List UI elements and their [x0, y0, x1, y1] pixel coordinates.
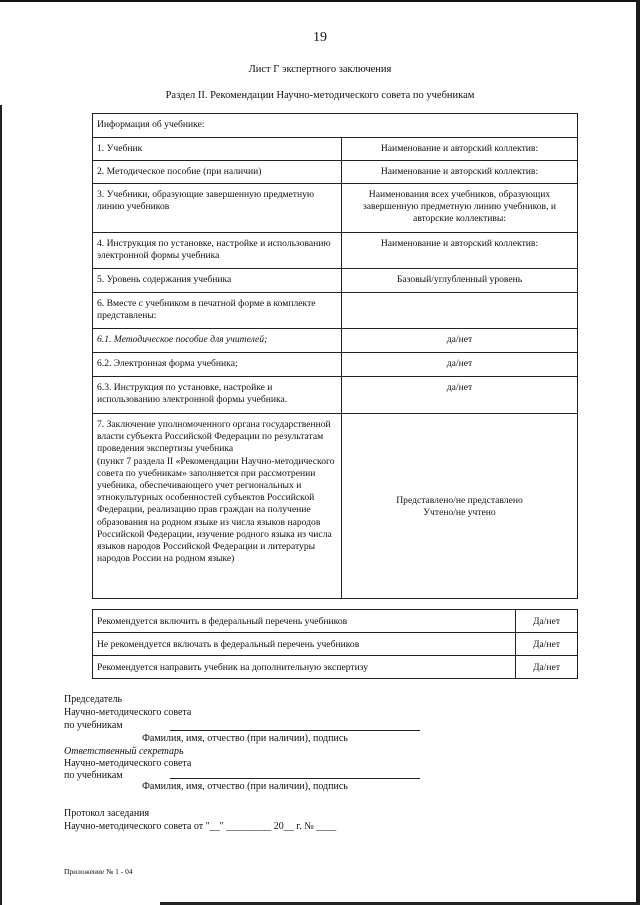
table-row [93, 293, 578, 329]
appendix-note: Приложение № 1 - 04 [64, 867, 133, 876]
chair-council: Научно-методического совета [64, 707, 192, 718]
secretary-council: Научно-методического совета [64, 758, 192, 769]
row-value: Базовый/углубленный уровень [342, 269, 578, 293]
table-row [93, 138, 578, 161]
recommendation-row [93, 633, 578, 656]
row-value: Наименование и авторский коллектив: [342, 233, 578, 269]
section-title: Раздел II. Рекомендации Научно-методического совета по учебникам [165, 90, 475, 101]
table-row [93, 353, 578, 377]
secretary-textbooks: по учебникам [64, 770, 123, 781]
protocol-details: Научно-методического совета от "__" _________ 20__ г. № ____ [64, 821, 337, 832]
row-value-line2: Учтено/не учтено [423, 507, 496, 518]
recommendation-value: Да/нет [516, 610, 578, 633]
row-value: Наименование и авторский коллектив: [342, 161, 578, 184]
chair-signature-caption: Фамилия, имя, отчество (при наличии), подпись [142, 733, 348, 744]
row-label: 5. Уровень содержания учебника [93, 269, 342, 293]
secretary-signature-caption: Фамилия, имя, отчество (при наличии), подпись [142, 781, 348, 792]
recommendation-label: Рекомендуется включить в федеральный перечень учебников [93, 610, 516, 633]
row-value [342, 293, 578, 329]
recommendation-value: Да/нет [516, 633, 578, 656]
row-value-line1: Представлено/не представлено [396, 494, 523, 506]
row-value: Наименование и авторский коллектив: [342, 138, 578, 161]
table-row [93, 329, 578, 353]
recommendation-row [93, 610, 578, 633]
row-label-main: 7. Заключение уполномоченного органа государственной власти субъекта Российской Федерации по результатам проведения экспертизы учебника [97, 419, 331, 455]
table-row [93, 269, 578, 293]
row-label: 6.1. Методическое пособие для учителей; [93, 329, 342, 353]
row-value: да/нет [342, 353, 578, 377]
sheet-title: Лист Г экспертного заключения [248, 64, 392, 75]
recommendation-label: Рекомендуется направить учебник на дополнительную экспертизу [93, 656, 516, 679]
chair-signature-line [170, 730, 420, 731]
table-row [93, 414, 578, 599]
textbook-info-table [92, 113, 578, 599]
row-label [93, 414, 342, 599]
table-row [93, 161, 578, 184]
chair-title: Председатель [64, 694, 123, 705]
row-value: да/нет [342, 377, 578, 414]
scan-border-top [0, 0, 640, 2]
secretary-signature-line [170, 778, 420, 779]
chair-textbooks: по учебникам [64, 720, 123, 731]
table-row [93, 233, 578, 269]
table-header-row [93, 114, 578, 138]
row-label: 6.2. Электронная форма учебника; [93, 353, 342, 377]
table-header: Информация об учебнике: [93, 114, 578, 138]
recommendation-label: Не рекомендуется включать в федеральный перечень учебников [93, 633, 516, 656]
row-value [342, 414, 578, 599]
table-row [93, 184, 578, 233]
row-value: Наименования всех учебников, образующих завершенную предметную линию учебников, и авторские коллективы: [342, 184, 578, 233]
row-label: 4. Инструкция по установке, настройке и использованию электронной формы учебника [93, 233, 342, 269]
row-label-note: (пункт 7 раздела II «Рекомендации Научно-методического совета по учебникам» заполняется при рассмотрении учебника, обеспечивающего учет региональных и этнокультурных особенностей субъектов Российской Федерации, реализацию прав граждан на получение образования на родном языке из числа языков народов Российской Федерации, изучение родного языка из числа языков народов Российской Федерации и литературы народов России на родном языке) [97, 455, 335, 565]
secretary-title: Ответственный секретарь [64, 746, 184, 757]
page-number: 19 [313, 30, 327, 45]
protocol-title: Протокол заседания [64, 808, 150, 819]
recommendation-value: Да/нет [516, 656, 578, 679]
scan-border-right [636, 0, 640, 905]
row-label: 6. Вместе с учебником в печатной форме в комплекте представлены: [93, 293, 342, 329]
row-label: 1. Учебник [93, 138, 342, 161]
recommendation-row [93, 656, 578, 679]
row-label: 2. Методическое пособие (при наличии) [93, 161, 342, 184]
recommendations-table [92, 609, 578, 679]
row-value: да/нет [342, 329, 578, 353]
table-row [93, 377, 578, 414]
scan-border-left [0, 105, 2, 905]
row-label: 6.3. Инструкция по установке, настройке и использованию электронной формы учебника. [93, 377, 342, 414]
row-label: 3. Учебники, образующие завершенную предметную линию учебников [93, 184, 342, 233]
